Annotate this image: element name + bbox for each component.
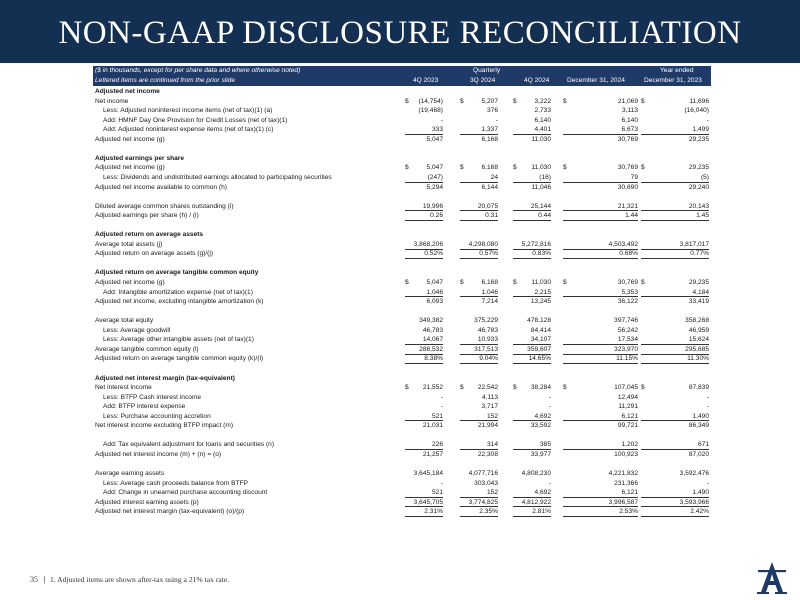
cell-value: 3,996,587 (608, 498, 638, 506)
cell-value: 3,717 (481, 403, 498, 411)
cell-value: 11,046 (531, 183, 551, 191)
table-lettered-note: Lettered items are continued from the prior slide (95, 77, 236, 84)
row-label: Adjusted interest earning assets (p) (95, 498, 199, 506)
cell-value: 25,144 (530, 202, 551, 210)
row-label: Adjusted net income (g) (95, 164, 165, 172)
currency-symbol: $ (563, 384, 567, 392)
cell-value: - (706, 403, 709, 411)
row-label: Adjusted net interest margin (tax-equivalent) (o)/(p) (95, 508, 245, 516)
title-bar (0, 0, 800, 63)
cell-value: 11,291 (618, 403, 638, 411)
cell-value: 24 (490, 173, 498, 181)
cell-value: 5,294 (426, 183, 443, 191)
currency-symbol: $ (513, 384, 517, 392)
spacer-row (93, 144, 711, 153)
cell-value: 30,769 (617, 164, 638, 172)
cell-value: 2,215 (534, 288, 551, 296)
cell-value: 231,366 (614, 479, 638, 487)
section-heading-row (93, 230, 711, 239)
table-row (93, 402, 711, 411)
cell-value: 17,534 (617, 336, 638, 344)
row-label: Adjusted net income (g) (95, 135, 165, 143)
cell-value: 36,122 (617, 298, 638, 306)
cell-value: 13,245 (530, 298, 551, 306)
cell-value: 7,214 (481, 298, 498, 306)
cell-value: 4,812,922 (521, 498, 551, 506)
cell-value: 152 (486, 489, 498, 497)
currency-symbol: $ (460, 279, 464, 286)
table-header-row-2 (93, 76, 711, 86)
cell-value: 33,977 (530, 450, 551, 458)
spacer-row (93, 221, 711, 230)
row-label: Add: BTFP interest expense (103, 403, 186, 411)
cell-value: 19,996 (422, 202, 443, 210)
cell-value: 6,168 (481, 164, 498, 172)
spacer-row (93, 459, 711, 468)
cell-value: 1,499 (692, 126, 709, 134)
table-row (93, 450, 711, 459)
page-number-area (30, 575, 45, 584)
cell-value: 9.04% (479, 355, 498, 363)
currency-symbol: $ (641, 384, 645, 392)
table-row (93, 469, 711, 478)
cell-value: - (548, 393, 551, 401)
cell-value: 3,222 (534, 97, 551, 105)
row-label: Less: Average other intangible assets (net of tax)(1) (103, 336, 254, 344)
cell-value: 2,733 (534, 107, 551, 115)
cell-value: 671 (697, 441, 709, 449)
cell-value: 6,093 (426, 298, 443, 306)
row-label: Add: HMNF Day One Provision for Credit Losses (net of tax)(1) (103, 116, 288, 124)
cell-value: 6,168 (481, 279, 498, 286)
cell-value: 317,513 (474, 345, 498, 353)
cell-value: 30,769 (617, 135, 638, 143)
cell-value: 99,721 (617, 422, 638, 430)
table-row (93, 498, 711, 507)
cell-value: 2.53% (619, 508, 638, 516)
cell-value: 1.45 (696, 212, 709, 220)
cell-value: 4,692 (534, 489, 551, 497)
section-heading-row (93, 268, 711, 277)
page-title: NON-GAAP DISCLOSURE RECONCILIATION (58, 15, 742, 51)
row-label: Net income (95, 97, 129, 105)
footnote: 1. Adjusted items are shown after-tax using a 21% tax rate. (50, 575, 230, 584)
row-label: Add: Adjusted noninterest expense items (net of tax)(1) (c) (103, 126, 274, 134)
row-label: Add: Intangible amortization expense (net of tax)(1) (103, 288, 253, 296)
table-row (93, 249, 711, 258)
cell-value: 314 (486, 441, 498, 449)
page-number: 35 (30, 575, 38, 584)
cell-value: 295,685 (685, 345, 709, 353)
cell-value: 86,349 (688, 422, 709, 430)
cell-value: 4,808,230 (521, 470, 551, 477)
table-row (93, 345, 711, 354)
table-row (93, 173, 711, 182)
cell-value: (14,754) (418, 97, 443, 105)
cell-value: 22,542 (477, 384, 498, 392)
cell-value: - (548, 403, 551, 411)
table-row (93, 440, 711, 449)
table-row (93, 97, 711, 106)
cell-value: - (495, 116, 498, 124)
row-label: Diluted average common shares outstanding (i) (95, 202, 234, 210)
row-label: Adjusted return on average tangible common equity (k)/(l) (95, 355, 264, 363)
cell-underline (460, 516, 498, 517)
cell-value: 1,490 (692, 412, 709, 420)
cell-value: 1,337 (481, 126, 498, 134)
quarterly-group-header: Quarterly (473, 67, 501, 74)
row-label: Adjusted net interest income (m) + (n) = (o) (95, 450, 222, 458)
row-label: Average total equity (95, 317, 154, 325)
table-row (93, 354, 711, 363)
cell-value: 46,959 (688, 326, 709, 334)
cell-value: 385 (539, 441, 551, 449)
currency-symbol: $ (513, 164, 517, 172)
cell-value: 14,067 (422, 336, 443, 344)
cell-value: 34,107 (530, 336, 551, 344)
cell-value: 3,774,825 (468, 498, 498, 506)
table-row (93, 211, 711, 220)
cell-value: 2.35% (479, 508, 498, 516)
cell-value: - (706, 393, 709, 401)
row-label: Average total assets (j) (95, 240, 163, 248)
cell-value: - (706, 116, 709, 124)
cell-value: 1,046 (481, 288, 498, 296)
cell-value: 0.31 (485, 212, 498, 220)
cell-underline (563, 516, 638, 517)
cell-value: 11.30% (687, 355, 709, 363)
cell-value: 21,031 (422, 422, 443, 430)
cell-value: 478,128 (527, 317, 551, 325)
cell-value: 5,047 (426, 164, 443, 172)
section-heading: Adjusted earnings per share (95, 154, 185, 162)
cell-value: 11,030 (531, 279, 551, 286)
table-row (93, 183, 711, 192)
cell-value: 20,075 (477, 202, 498, 210)
table-row (93, 202, 711, 211)
cell-value: (16,040) (684, 107, 709, 115)
cell-value: 6,168 (481, 135, 498, 143)
cell-value: - (706, 479, 709, 487)
cell-value: 0.44 (538, 212, 551, 220)
cell-value: (5) (700, 173, 709, 181)
table-row (93, 240, 711, 249)
cell-value: 15,624 (688, 336, 709, 344)
cell-value: 3,592,476 (679, 470, 709, 477)
cell-value: 22,308 (477, 450, 498, 458)
currency-symbol: $ (563, 279, 567, 286)
table-row (93, 479, 711, 488)
table-row (93, 116, 711, 125)
table-row (93, 135, 711, 144)
cell-value: 46,783 (422, 326, 443, 334)
section-heading: Adjusted return on average assets (95, 231, 204, 239)
cell-underline (641, 516, 709, 517)
currency-symbol: $ (513, 97, 517, 105)
cell-value: 6,121 (621, 489, 638, 497)
cell-value: 358,268 (685, 317, 709, 325)
cell-value: 0.77% (690, 250, 709, 258)
cell-value: 6,673 (621, 126, 638, 134)
table-row (93, 106, 711, 115)
cell-value: - (440, 116, 443, 124)
cell-value: 0.52% (424, 250, 443, 258)
cell-value: 5,272,816 (521, 240, 551, 248)
cell-value: 4,503,492 (608, 240, 638, 248)
cell-value: 11,030 (531, 135, 551, 143)
row-label: Less: BTFP Cash interest income (103, 393, 202, 401)
spacer-row (93, 259, 711, 268)
cell-value: 38,284 (530, 384, 551, 392)
cell-value: 30,690 (617, 183, 638, 191)
table-row (93, 421, 711, 430)
cell-value: 29,235 (688, 135, 709, 143)
spacer-row (93, 364, 711, 373)
col-header-3q2024: 3Q 2024 (470, 77, 496, 84)
cell-value: 5,207 (481, 97, 498, 105)
currency-symbol: $ (460, 164, 464, 172)
company-logo-icon (752, 558, 792, 598)
cell-value: 0.68% (619, 250, 638, 258)
table-row (93, 163, 711, 172)
cell-value: 2.31% (424, 508, 443, 516)
table-units-note: ($ in thousands, except for per share data and where otherwise noted) (95, 67, 301, 74)
cell-value: - (548, 479, 551, 487)
cell-value: 21,321 (617, 202, 638, 210)
cell-value: 3,645,705 (413, 498, 443, 506)
cell-value: 29,235 (688, 279, 709, 286)
cell-value: 21,257 (422, 450, 443, 458)
cell-value: 11,030 (531, 164, 551, 172)
table-row (93, 297, 711, 306)
cell-value: 30,769 (617, 279, 638, 286)
cell-value: 14.65% (528, 355, 551, 363)
col-header-4q2024: 4Q 2024 (524, 77, 550, 84)
cell-value: 226 (431, 441, 443, 449)
table-row (93, 316, 711, 325)
cell-value: 0.26 (430, 212, 443, 220)
row-label: Average earning assets (95, 470, 165, 477)
row-label: Adjusted net income, excluding intangible amortization (k) (95, 298, 264, 306)
currency-symbol: $ (460, 384, 464, 392)
cell-value: 3,868,206 (413, 240, 443, 248)
cell-value: 0.83% (532, 250, 551, 258)
cell-value: 20,143 (688, 202, 709, 210)
currency-symbol: $ (405, 164, 409, 172)
currency-symbol: $ (641, 279, 645, 286)
section-heading-row (93, 154, 711, 163)
cell-value: 84,414 (530, 326, 551, 334)
currency-symbol: $ (513, 279, 517, 286)
currency-symbol: $ (641, 164, 645, 172)
row-label: Average tangible common equity (l) (95, 345, 199, 353)
cell-value: 6,140 (534, 116, 551, 124)
currency-symbol: $ (563, 164, 567, 172)
cell-value: 349,382 (419, 317, 443, 325)
cell-value: 107,045 (614, 384, 638, 392)
currency-symbol: $ (405, 279, 409, 286)
section-heading: Adjusted net interest margin (tax-equivalent) (95, 374, 235, 382)
cell-value: 1,046 (426, 288, 443, 296)
cell-value: 3,113 (621, 107, 638, 115)
cell-underline (513, 516, 551, 517)
row-label: Less: Average cash proceeds balance from BTFP (103, 479, 249, 487)
cell-value: 0.57% (479, 250, 498, 258)
cell-value: 6,144 (481, 183, 498, 191)
row-label: Net interest income excluding BTFP impact (m) (95, 422, 234, 430)
cell-value: 288,532 (419, 345, 443, 353)
cell-value: (16) (539, 173, 551, 181)
table-row (93, 393, 711, 402)
currency-symbol: $ (460, 97, 464, 105)
table-row (93, 335, 711, 344)
cell-value: 21,069 (617, 97, 638, 105)
cell-value: 323,970 (614, 345, 638, 353)
cell-value: 521 (431, 412, 443, 420)
cell-value: 29,235 (688, 164, 709, 172)
cell-value: 5,353 (621, 288, 638, 296)
cell-value: 6,121 (621, 412, 638, 420)
cell-value: 3,817,017 (679, 240, 709, 248)
row-label: Net interest income (95, 384, 152, 392)
cell-value: (19,468) (418, 107, 443, 115)
col-header-dec-2023: December 31, 2023 (644, 77, 702, 84)
cell-value: 21,552 (422, 384, 443, 392)
spacer-row (93, 307, 711, 316)
cell-value: 375,229 (474, 317, 498, 325)
cell-value: 11.15% (616, 355, 638, 363)
table-row (93, 412, 711, 421)
row-label: Adjusted net income available to common (h) (95, 183, 227, 191)
table-header-row-1 (93, 66, 711, 76)
currency-symbol: $ (641, 97, 645, 105)
row-label: Adjusted net income (g) (95, 279, 165, 286)
spacer-row (93, 192, 711, 201)
cell-value: - (440, 479, 443, 487)
row-label: Less: Adjusted noninterest income items (net of tax)(1) (a) (103, 107, 273, 115)
row-label: Add: Tax equivalent adjustment for loans and securities (n) (103, 441, 275, 449)
table-row (93, 125, 711, 134)
cell-value: 333 (431, 126, 443, 134)
cell-value: 3,645,184 (413, 470, 443, 477)
cell-value: 12,494 (617, 393, 638, 401)
cell-value: 21,994 (477, 422, 498, 430)
row-label: Less: Average goodwill (103, 326, 171, 334)
cell-value: 100,923 (614, 450, 638, 458)
cell-value: 46,783 (477, 326, 498, 334)
cell-value: 33,592 (530, 422, 551, 430)
row-label: Adjusted earnings per share (h) / (i) (95, 212, 199, 220)
cell-value: 87,839 (688, 384, 709, 392)
cell-value: 4,113 (481, 393, 498, 401)
cell-value: 4,221,832 (608, 470, 638, 477)
currency-symbol: $ (405, 97, 409, 105)
cell-value: 1,202 (621, 441, 638, 449)
currency-symbol: $ (405, 384, 409, 392)
table-row (93, 326, 711, 335)
cell-value: 56,242 (617, 326, 638, 334)
table-row (93, 507, 711, 516)
cell-value: 1.44 (625, 212, 638, 220)
table-row (93, 488, 711, 497)
cell-value: 2.81% (532, 508, 551, 516)
row-label: Add: Change in unearned purchase accounting discount (103, 489, 268, 497)
cell-value: 397,746 (614, 317, 638, 325)
section-heading-row (93, 374, 711, 383)
cell-value: (247) (427, 173, 443, 181)
cell-value: 359,607 (527, 345, 551, 353)
row-label: Less: Dividends and undistributed earnings allocated to participating securities (103, 173, 332, 181)
cell-underline (405, 516, 443, 517)
cell-value: 33,419 (688, 298, 709, 306)
cell-value: 8.38% (424, 355, 443, 363)
cell-value: 6,140 (621, 116, 638, 124)
cell-value: 4,077,716 (468, 470, 498, 477)
table-row (93, 383, 711, 392)
cell-value: 3,593,966 (679, 498, 709, 506)
cell-value: 1,490 (692, 489, 709, 497)
cell-value: 11,696 (689, 97, 709, 105)
year-ended-group-header: Year ended (660, 67, 694, 74)
cell-value: 79 (630, 173, 638, 181)
cell-value: 4,298,080 (468, 240, 498, 248)
cell-value: 10,933 (477, 336, 498, 344)
spacer-row (93, 431, 711, 440)
cell-value: - (440, 393, 443, 401)
row-label: Adjusted return on average assets (g)/(j) (95, 250, 214, 258)
cell-value: 521 (431, 489, 443, 497)
cell-value: 5,047 (426, 135, 443, 143)
cell-value: 303,043 (474, 479, 498, 487)
cell-value: 29,240 (688, 183, 709, 191)
page-separator: | (43, 575, 46, 584)
cell-value: 152 (486, 412, 498, 420)
section-heading: Adjusted net income (95, 88, 160, 95)
table-row (93, 278, 711, 287)
col-header-4q2023: 4Q 2023 (413, 77, 439, 84)
cell-value: 2.42% (690, 508, 709, 516)
cell-value: - (440, 403, 443, 411)
cell-value: 4,692 (534, 412, 551, 420)
cell-value: 87,020 (688, 450, 709, 458)
cell-value: 4,184 (692, 288, 709, 296)
cell-value: 5,047 (426, 279, 443, 286)
cell-value: 4,401 (534, 126, 551, 134)
row-label: Less: Purchase accounting accretion (103, 412, 211, 420)
col-header-dec-2024: December 31, 2024 (567, 77, 625, 84)
table-row (93, 288, 711, 297)
currency-symbol: $ (563, 97, 567, 105)
cell-value: 376 (486, 107, 498, 115)
section-heading: Adjusted return on average tangible common equity (95, 269, 259, 277)
section-heading-row (93, 87, 711, 96)
